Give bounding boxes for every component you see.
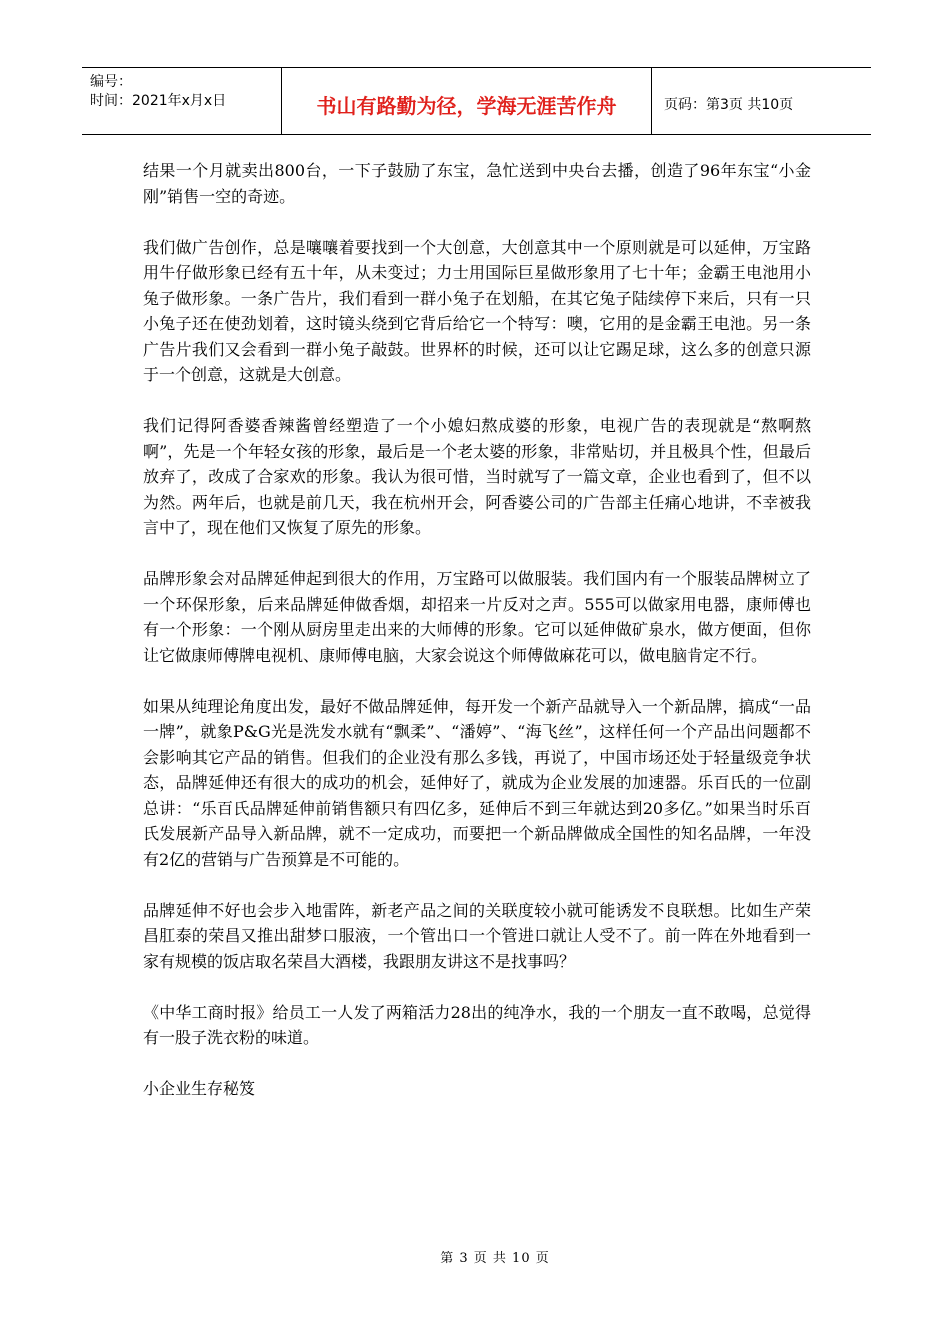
paragraph: 品牌延伸不好也会步入地雷阵，新老产品之间的关联度较小就可能诱发不良联想。比如生产荣昌肛泰的荣昌又推出甜梦口服液，一个管出口一个管进口就让人受不了。前一阵在外地看到一家有规模的饭店取名荣昌大酒楼，我跟朋友讲这不是找事吗？: [143, 900, 811, 971]
document-body: [143, 158, 811, 1127]
paragraph: 结果一个月就卖出800台，一下子鼓励了东宝，急忙送到中央台去播，创造了96年东宝“小金刚”销售一空的奇迹。: [143, 161, 811, 206]
header-meta: [82, 68, 282, 134]
header-motto: 书山有路勤为径，学海无涯苦作舟: [282, 68, 652, 134]
document-time-label: 时间：2021年x月x日: [90, 93, 227, 109]
header-page-number: 页码：第3页 共10页: [664, 97, 794, 113]
document-number-label: 编号：: [90, 74, 132, 90]
page-footer: 第 3 页 共 10 页: [440, 1251, 550, 1266]
paragraph: 我们做广告创作，总是嚷嚷着要找到一个大创意，大创意其中一个原则就是可以延伸，万宝路用牛仔做形象已经有五十年，从未变过；力士用国际巨星做形象用了七十年；金霸王电池用小兔子做形象。一条广告片，我们看到一群小兔子在划船，在其它兔子陆续停下来后，只有一只小兔子还在使劲划着，这时镜头绕到它背后给它一个特写：噢，它用的是金霸王电池。另一条广告片我们又会看到一群小兔子敲鼓。世界杯的时候，还可以让它踢足球，这么多的创意只源于一个创意，这就是大创意。: [143, 237, 811, 384]
paragraph: 品牌形象会对品牌延伸起到很大的作用，万宝路可以做服装。我们国内有一个服装品牌树立了一个环保形象，后来品牌延伸做香烟，却招来一片反对之声。555可以做家用电器，康师傅也有一个形象：一个刚从厨房里走出来的大师傅的形象。它可以延伸做矿泉水，做方便面，但你让它做康师傅牌电视机、康师傅电脑，大家会说这个师傅做麻花可以，做电脑肯定不行。: [143, 569, 811, 665]
section-heading: 小企业生存秘笈: [143, 1079, 256, 1098]
paragraph: 《中华工商时报》给员工一人发了两箱活力28出的纯净水，我的一个朋友一直不敢喝，总觉得有一股子洗衣粉的味道。: [143, 1002, 811, 1047]
page-header: [82, 67, 871, 135]
paragraph: 我们记得阿香婆香辣酱曾经塑造了一个小媳妇熬成婆的形象，电视广告的表现就是“熬啊熬啊”，先是一个年轻女孩的形象，最后是一个老太婆的形象，非常贴切，并且极具个性，但最后放弃了，改成了合家欢的形象。我认为很可惜，当时就写了一篇文章，企业也看到了，但不以为然。两年后，也就是前几天，我在杭州开会，阿香婆公司的广告部主任痛心地讲，不幸被我言中了，现在他们又恢复了原先的形象。: [143, 416, 811, 537]
paragraph: 如果从纯理论角度出发，最好不做品牌延伸，每开发一个新产品就导入一个新品牌，搞成“一品一牌”，就象P&G光是洗发水就有“飘柔”、“潘婷”、“海飞丝”，这样任何一个产品出问题都不会影响其它产品的销售。但我们的企业没有那么多钱，再说了，中国市场还处于轻量级竞争状态，品牌延伸还有很大的成功的机会，延伸好了，就成为企业发展的加速器。乐百氏的一位副总讲：“乐百氏品牌延伸前销售额只有四亿多，延伸后不到三年就达到20多亿。”如果当时乐百氏发展新产品导入新品牌，就不一定成功，而要把一个新品牌做成全国性的知名品牌，一年没有2亿的营销与广告预算是不可能的。: [143, 696, 811, 869]
